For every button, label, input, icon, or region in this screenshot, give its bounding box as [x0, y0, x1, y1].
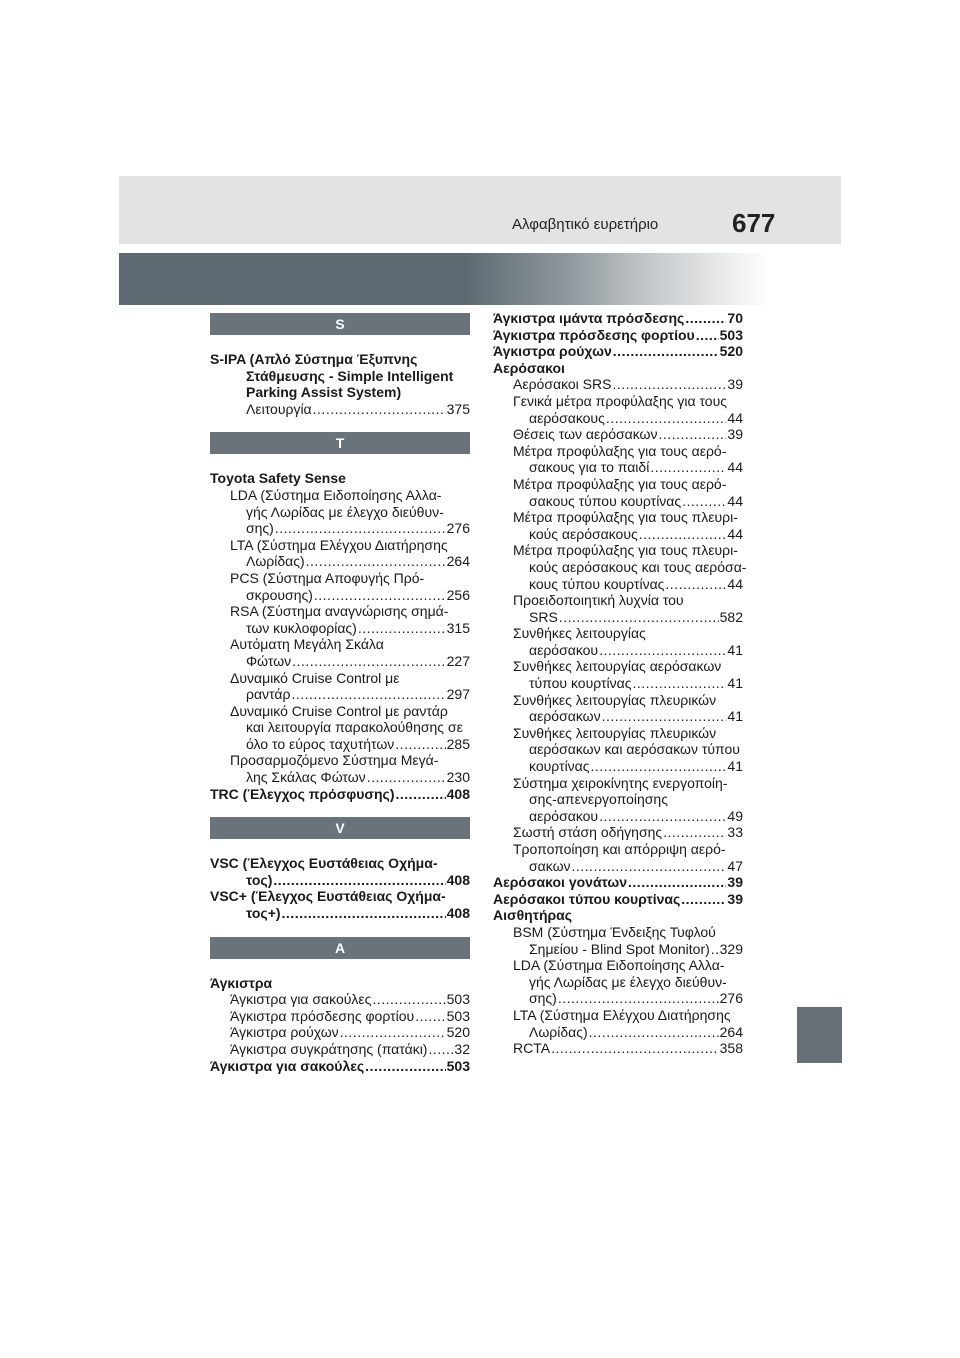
spacer — [210, 839, 470, 855]
dot-leader — [599, 808, 726, 825]
header-gradient-bar — [119, 253, 841, 305]
entry-term: Σημείου - Blind Spot Monitor) — [529, 940, 710, 957]
spacer — [210, 802, 470, 817]
index-entry — [493, 1040, 743, 1057]
index-line: LTA (Σύστημα Ελέγχου Διατήρησης — [513, 1006, 731, 1023]
entry-term: Άγκιστρα πρόσδεσης φορτίου — [230, 1007, 415, 1024]
entry-page-number: 375 — [446, 400, 470, 417]
index-line: BSM (Σύστημα Ένδειξης Τυφλού — [513, 923, 716, 940]
index-entry — [493, 310, 743, 327]
entry-page-number: 44 — [727, 459, 743, 476]
entry-term: Φώτων — [246, 652, 292, 669]
entry-page-number: 520 — [719, 343, 743, 360]
entry-page-number: 230 — [446, 769, 470, 786]
entry-page-number: 503 — [446, 1007, 470, 1024]
index-entry — [493, 891, 743, 908]
entry-term: κουρτίνας — [529, 758, 590, 775]
entry-term: σκρουσης) — [246, 586, 313, 603]
dot-leader — [395, 736, 445, 753]
dot-leader — [415, 1008, 445, 1025]
index-entry — [493, 410, 743, 427]
dot-leader — [663, 824, 726, 841]
dot-leader — [612, 376, 726, 393]
index-line: Συνθήκες λειτουργίας πλευρικών — [513, 691, 717, 708]
entry-term: των κυκλοφορίας) — [246, 619, 357, 636]
index-line: Αερόσακοι — [493, 359, 565, 376]
dot-leader — [711, 941, 719, 958]
dot-leader — [613, 343, 719, 360]
index-entry — [493, 642, 743, 659]
index-entry — [493, 1024, 743, 1041]
index-entry — [210, 520, 470, 537]
entry-term: Άγκιστρα ρούχων — [493, 343, 612, 360]
entry-term: αερόσακου — [529, 641, 599, 658]
entry-page-number: 264 — [446, 553, 470, 570]
dot-leader — [428, 1041, 453, 1058]
index-line: Toyota Safety Sense — [210, 470, 346, 487]
entry-page-number: 39 — [727, 890, 743, 907]
dot-leader — [696, 327, 719, 344]
section-letter-bar: T — [210, 432, 470, 454]
index-entry — [210, 1008, 470, 1025]
entry-page-number: 408 — [446, 905, 470, 922]
dot-leader — [358, 620, 446, 637]
index-entry — [210, 653, 470, 670]
entry-term: τύπου κουρτίνας — [529, 675, 632, 692]
entry-page-number: 503 — [446, 1057, 470, 1074]
index-line: Γενικά μέτρα προφύλαξης για τους — [513, 392, 727, 409]
entry-page-number: 39 — [727, 376, 743, 393]
entry-term: Άγκιστρα ιμάντα πρόσδεσης — [493, 310, 685, 326]
entry-page-number: 49 — [727, 807, 743, 824]
index-entry — [493, 609, 743, 626]
entry-page-number: 582 — [719, 608, 743, 625]
entry-term: Αερόσακοι τύπου κουρτίνας — [493, 890, 681, 907]
index-line: και λειτουργία παρακολούθησης σε — [246, 719, 463, 736]
spacer — [210, 922, 470, 937]
index-entry — [210, 1024, 470, 1041]
dot-leader — [682, 493, 726, 510]
entry-page-number: 358 — [719, 1040, 743, 1057]
index-entry — [210, 872, 470, 889]
dot-leader — [659, 426, 727, 443]
entry-term: Αερόσακοι SRS — [513, 376, 612, 393]
entry-term: σακους για το παιδί — [529, 459, 650, 476]
spacer — [210, 417, 470, 432]
entry-term: SRS — [529, 608, 558, 625]
index-entry — [493, 327, 743, 344]
index-line: Μέτρα προφύλαξης για τους αερό- — [513, 442, 727, 459]
dot-leader — [372, 991, 445, 1008]
entry-term: Λωρίδας) — [529, 1023, 588, 1040]
index-entry — [210, 991, 470, 1008]
dot-leader — [340, 1024, 446, 1041]
index-entry — [493, 824, 743, 841]
index-line: γής Λωρίδας με έλεγχο διεύθυν- — [529, 973, 727, 990]
entry-term: σακους τύπου κουρτίνας — [529, 492, 682, 509]
entry-page-number: 227 — [446, 652, 470, 669]
entry-term: σης) — [529, 990, 557, 1007]
dot-leader — [685, 310, 726, 327]
entry-term: τος) — [246, 871, 273, 888]
index-line: LDA (Σύστημα Ειδοποίησης Αλλα- — [230, 486, 442, 503]
entry-page-number: 408 — [446, 785, 470, 802]
entry-term: αερόσακων — [529, 708, 601, 725]
chapter-tab — [797, 1007, 842, 1063]
dot-leader — [681, 891, 726, 908]
entry-term: Άγκιστρα συγκράτησης (πατάκι) — [230, 1041, 428, 1057]
dot-leader — [314, 587, 446, 604]
dot-leader — [275, 520, 446, 537]
index-entry — [210, 786, 470, 803]
index-line: Συνθήκες λειτουργίας — [513, 625, 646, 642]
dot-leader — [650, 459, 726, 476]
index-line: Συνθήκες λειτουργίας αερόσακων — [513, 658, 722, 675]
dot-leader — [559, 609, 719, 626]
dot-leader — [558, 990, 719, 1007]
index-line: LTA (Σύστημα Ελέγχου Διατήρησης — [230, 536, 448, 553]
entry-page-number: 297 — [446, 686, 470, 703]
index-entry — [493, 808, 743, 825]
entry-term: Άγκιστρα για σακούλες — [230, 991, 372, 1008]
spacer — [210, 454, 470, 470]
index-line: Μέτρα προφύλαξης για τους πλευρι- — [513, 509, 738, 526]
index-entry — [210, 769, 470, 786]
entry-page-number: 41 — [727, 641, 743, 658]
entry-page-number: 503 — [719, 326, 743, 343]
index-line: Αυτόματη Μεγάλη Σκάλα — [230, 636, 384, 653]
entry-term: λης Σκάλας Φώτων — [246, 769, 366, 786]
dot-leader — [306, 553, 446, 570]
index-entry — [210, 401, 470, 418]
entry-page-number: 41 — [727, 675, 743, 692]
index-entry — [493, 493, 743, 510]
entry-term: σης) — [246, 520, 274, 537]
index-line: Προσαρμοζόμενο Σύστημα Μεγά- — [230, 752, 439, 769]
index-entry — [493, 426, 743, 443]
index-line: σης-απενεργοποίησης — [529, 791, 668, 808]
page-title: Αλφαβητικό ευρετήριο — [512, 216, 659, 233]
index-entry — [493, 874, 743, 891]
index-line: Προειδοποιητική λυχνία του — [513, 592, 684, 609]
entry-page-number: 44 — [727, 492, 743, 509]
dot-leader — [551, 1040, 719, 1057]
entry-term: Άγκιστρα για σακούλες — [210, 1057, 365, 1074]
entry-page-number: 39 — [727, 426, 743, 443]
index-entry — [210, 905, 470, 922]
index-entry — [493, 526, 743, 543]
index-line: Σύστημα χειροκίνητης ενεργοποίη- — [513, 774, 728, 791]
entry-term: τος+) — [246, 905, 281, 922]
index-entry — [210, 620, 470, 637]
entry-page-number: 32 — [454, 1041, 470, 1057]
dot-leader — [599, 642, 726, 659]
index-entry — [493, 376, 743, 393]
dot-leader — [628, 874, 726, 891]
index-line: Μέτρα προφύλαξης για τους πλευρι- — [513, 542, 738, 559]
dot-leader — [589, 1024, 719, 1041]
dot-leader — [572, 858, 727, 875]
dot-leader — [282, 905, 446, 922]
index-entry — [493, 990, 743, 1007]
index-entry — [210, 587, 470, 604]
index-line: αερόσακων και αερόσακων τύπου — [529, 741, 740, 758]
index-line: Δυναμικό Cruise Control με ραντάρ — [230, 702, 448, 719]
entry-term: TRC (Έλεγχος πρόσφυσης) — [210, 785, 395, 802]
index-entry — [493, 858, 743, 875]
spacer — [210, 335, 470, 351]
entry-term: Λωρίδας) — [246, 553, 305, 570]
entry-term: ραντάρ — [246, 686, 291, 703]
index-line: Αισθητήρας — [493, 907, 573, 924]
entry-term: κούς αερόσακους — [529, 525, 638, 542]
entry-page-number: 503 — [446, 991, 470, 1008]
dot-leader — [396, 786, 446, 803]
entry-page-number: 256 — [446, 586, 470, 603]
section-letter-bar: Α — [210, 937, 470, 959]
index-entry — [210, 1041, 470, 1058]
index-entry — [210, 686, 470, 703]
index-line: LDA (Σύστημα Ειδοποίησης Αλλα- — [513, 957, 725, 974]
index-line: Στάθμευσης - Simple Intelligent — [246, 367, 454, 384]
index-line: PCS (Σύστημα Αποφυγής Πρό- — [230, 569, 425, 586]
dot-leader — [365, 1058, 445, 1075]
index-entry — [210, 1058, 470, 1075]
index-line: γής Λωρίδας με έλεγχο διεύθυν- — [246, 503, 444, 520]
entry-term: Άγκιστρα ρούχων — [230, 1024, 339, 1041]
index-column-right — [493, 310, 747, 1057]
index-entry — [493, 675, 743, 692]
entry-term: κους τύπου κουρτίνας — [529, 575, 665, 592]
index-line: Τροποποίηση και απόρριψη αερό- — [513, 841, 726, 857]
entry-page-number: 70 — [727, 310, 743, 326]
entry-page-number: 44 — [727, 525, 743, 542]
entry-page-number: 520 — [446, 1024, 470, 1041]
entry-page-number: 315 — [446, 619, 470, 636]
entry-term: σακων — [529, 857, 571, 874]
entry-term: Θέσεις των αερόσακων — [513, 426, 658, 443]
entry-term: Σωστή στάση οδήγησης — [513, 824, 663, 841]
index-entry — [493, 941, 743, 958]
index-line: VSC (Έλεγχος Ευστάθειας Οχήμα- — [210, 855, 438, 872]
index-line: Μέτρα προφύλαξης για τους αερό- — [513, 475, 727, 492]
index-line: Συνθήκες λειτουργίας πλευρικών — [513, 724, 717, 741]
entry-page-number: 276 — [719, 990, 743, 1007]
entry-page-number: 41 — [727, 708, 743, 725]
index-line: κούς αερόσακους και τους αερόσα- — [529, 558, 747, 575]
entry-page-number: 408 — [446, 871, 470, 888]
entry-page-number: 39 — [727, 874, 743, 891]
entry-page-number: 264 — [719, 1023, 743, 1040]
index-column-left — [210, 313, 470, 1074]
dot-leader — [367, 769, 446, 786]
entry-page-number: 329 — [719, 940, 743, 957]
dot-leader — [292, 653, 445, 670]
entry-term: Λειτουργία — [246, 400, 312, 417]
dot-leader — [273, 872, 445, 889]
dot-leader — [291, 686, 445, 703]
index-entry — [493, 459, 743, 476]
spacer — [210, 959, 470, 975]
entry-term: Άγκιστρα πρόσδεσης φορτίου — [493, 326, 695, 343]
index-entry — [493, 576, 743, 593]
section-letter-bar: V — [210, 817, 470, 839]
entry-term: όλο το εύρος ταχυτήτων — [246, 735, 395, 752]
index-line: VSC+ (Έλεγχος Ευστάθειας Οχήμα- — [210, 888, 446, 905]
entry-term: RCTA — [513, 1040, 551, 1057]
entry-page-number: 285 — [446, 735, 470, 752]
entry-term: Αερόσακοι γονάτων — [493, 874, 628, 891]
entry-page-number: 47 — [727, 857, 743, 874]
section-letter-bar: S — [210, 313, 470, 335]
index-entry — [493, 708, 743, 725]
index-line: S-IPA (Απλό Σύστημα Έξυπνης — [210, 351, 418, 367]
entry-term: αερόσακου — [529, 807, 599, 824]
dot-leader — [313, 401, 446, 418]
index-line: RSA (Σύστημα αναγνώρισης σημά- — [230, 603, 449, 620]
dot-leader — [602, 708, 727, 725]
index-entry — [210, 553, 470, 570]
index-line: Άγκιστρα — [210, 974, 273, 991]
dot-leader — [665, 576, 726, 593]
dot-leader — [639, 526, 727, 543]
entry-page-number: 44 — [727, 575, 743, 592]
dot-leader — [606, 410, 727, 427]
entry-page-number: 33 — [727, 824, 743, 841]
index-entry — [493, 758, 743, 775]
page-number: 677 — [732, 208, 776, 238]
entry-page-number: 276 — [446, 520, 470, 537]
index-entry — [493, 343, 743, 360]
index-line: Δυναμικό Cruise Control με — [230, 669, 400, 686]
entry-term: αερόσακους — [529, 409, 605, 426]
entry-page-number: 41 — [727, 758, 743, 775]
dot-leader — [591, 758, 727, 775]
entry-page-number: 44 — [727, 409, 743, 426]
dot-leader — [633, 675, 727, 692]
index-entry — [210, 736, 470, 753]
index-line: Parking Assist System) — [246, 384, 402, 401]
